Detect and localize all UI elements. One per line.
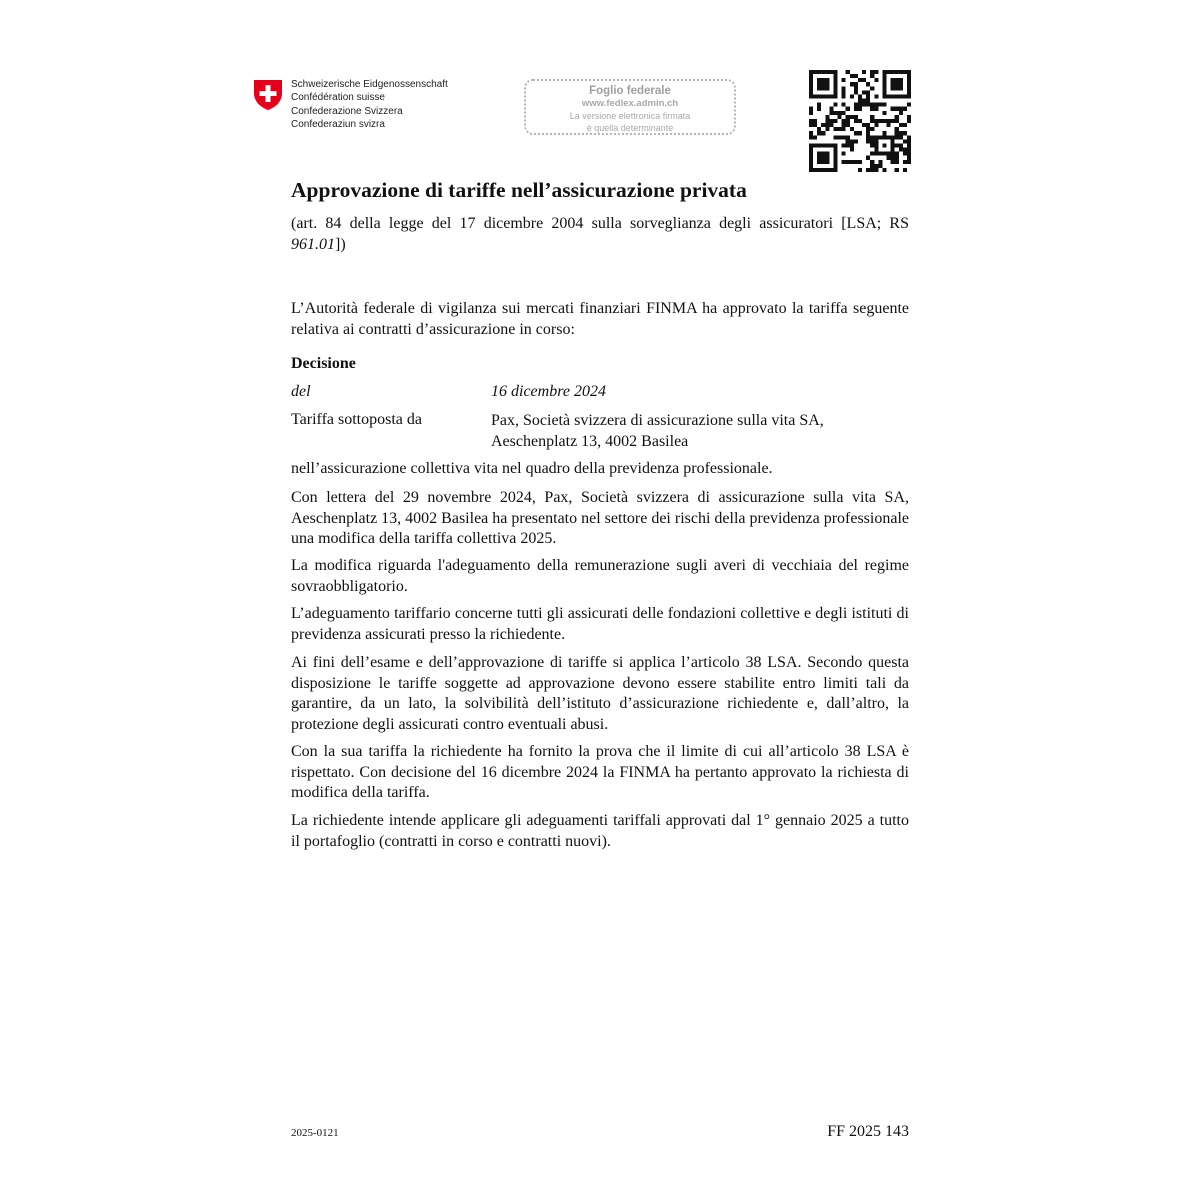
body-paragraph: L’adeguamento tariffario concerne tutti gli assicurati delle fondazioni collettive e degli istituti di previdenza assicurati presso la richiedente. — [291, 605, 909, 643]
stamp-note-line2: è quella determinante — [586, 123, 674, 133]
decision-date-label: del — [291, 383, 311, 400]
body-paragraph: Ai fini dell’esame e dell’approvazione di tariffe si applica l’articolo 38 LSA. Secondo questa disposizione le tariffe soggette ad approvazione devono essere stabilite entro limiti tali da garantire, da un lato, la solvibilità dell’istituto d’assicurazione richiedente e, dall’altro, la protezione degli assicurati contro eventuali abusi. — [291, 654, 909, 733]
swiss-coat-of-arms-icon — [253, 79, 283, 111]
stamp-title: Foglio federale — [589, 85, 671, 97]
submitted-by-value — [491, 411, 909, 452]
document-subtitle — [291, 214, 909, 255]
federal-gazette-stamp — [524, 79, 736, 135]
subtitle-prefix: (art. 84 della legge del 17 dicembre 2004 sulla sorveglianza degli assicuratori [LSA; RS — [291, 215, 909, 232]
body-paragraph: Con la sua tariffa la richiedente ha fornito la prova che il limite di cui all’articolo 38 LSA è rispettato. Con decisione del 16 dicembre 2024 la FINMA ha pertanto approvato la richiesta di modifica della tariffa. — [291, 743, 909, 801]
stamp-note-line1: La versione elettronica firmata — [569, 111, 691, 121]
body-paragraph: La modifica riguarda l'adeguamento della remunerazione sugli averi di vecchiaia del regime sovraobbligatorio. — [291, 557, 909, 595]
submitted-by-line2: Aeschenplatz 13, 4002 Basilea — [491, 432, 689, 450]
decision-date-value: 16 dicembre 2024 — [491, 383, 606, 400]
confederation-name-it: Confederazione Svizzera — [291, 105, 403, 117]
submitted-by-label: Tariffa sottoposta da — [291, 411, 422, 428]
decision-heading: Decisione — [291, 355, 356, 372]
subtitle-sr-number: 961.01 — [291, 235, 335, 253]
confederation-name-rm: Confederaziun svizra — [291, 118, 385, 130]
document-number: 2025-0121 — [291, 1127, 339, 1139]
body-paragraph: La richiedente intende applicare gli adeguamenti tariffali approvati dal 1° gennaio 2025 a tutto il portafoglio (contratti in corso e contratti nuovi). — [291, 812, 909, 850]
gazette-reference: FF 2025 143 — [827, 1123, 909, 1140]
confederation-name-de: Schweizerische Eidgenossenschaft — [291, 79, 448, 90]
intro-paragraph: L’Autorità federale di vigilanza sui mercati finanziari FINMA ha approvato la tariffa seguente relativa ai contratti d’assicurazione in corso: — [291, 300, 909, 338]
submitted-by-line1: Pax, Società svizzera di assicurazione sulla vita SA, — [491, 412, 824, 429]
confederation-names — [291, 78, 448, 131]
body-paragraph: Con lettera del 29 novembre 2024, Pax, Società svizzera di assicurazione sulla vita SA, Aeschenplatz 13, 4002 Basilea ha presentato nel settore dei rischi della previdenza professionale una modifica della tariffa collettiva 2025. — [291, 489, 909, 547]
body-paragraph: nell’assicurazione collettiva vita nel quadro della previdenza professionale. — [291, 460, 773, 477]
stamp-url: www.fedlex.admin.ch — [581, 98, 679, 109]
subtitle-suffix: ]) — [335, 235, 346, 253]
confederation-name-fr: Confédération suisse — [291, 92, 385, 104]
document-title: Approvazione di tariffe nell’assicurazione privata — [291, 178, 747, 202]
qr-code-icon — [809, 70, 911, 172]
